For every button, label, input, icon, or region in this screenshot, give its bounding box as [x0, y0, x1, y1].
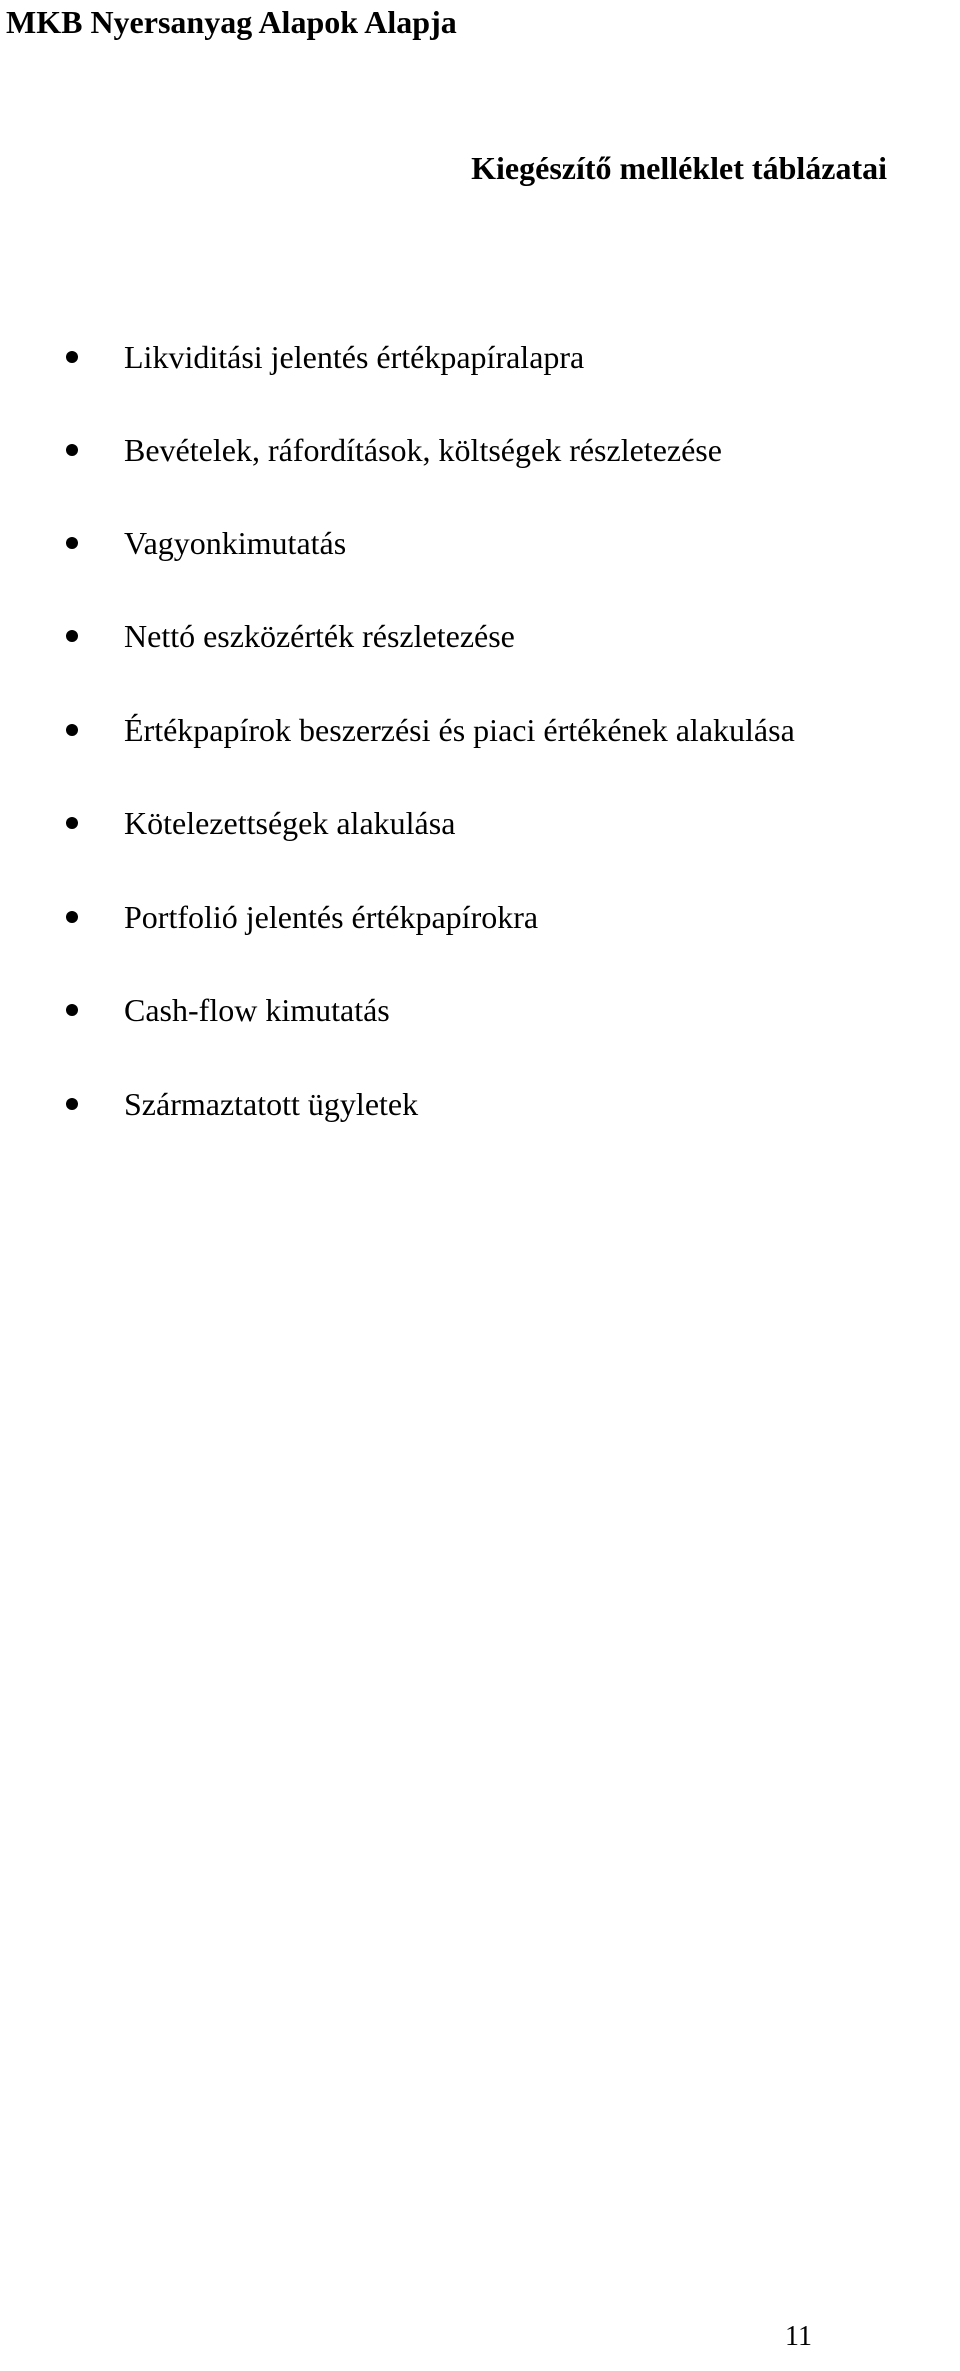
bullet-icon [66, 1098, 78, 1110]
list-item-label: Vagyonkimutatás [124, 525, 347, 561]
list-item [0, 1084, 960, 1124]
list-item [0, 523, 960, 563]
list-item [0, 616, 960, 656]
list-item-label: Portfolió jelentés értékpapírokra [124, 899, 539, 935]
bullet-icon [66, 351, 78, 363]
section-title: Kiegészítő melléklet táblázatai [471, 150, 887, 186]
list-item-label: Likviditási jelentés értékpapíralapra [124, 339, 585, 375]
list-item-label: Értékpapírok beszerzési és piaci értékének alakulása [124, 712, 795, 748]
document-header: MKB Nyersanyag Alapok Alapja [6, 4, 457, 40]
list-item-label: Nettó eszközérték részletezése [124, 618, 515, 654]
list-item [0, 897, 960, 937]
list-item-label: Cash-flow kimutatás [124, 992, 390, 1028]
list-item [0, 803, 960, 843]
list-item-label: Bevételek, ráfordítások, költségek részletezése [124, 432, 722, 468]
bullet-icon [66, 1004, 78, 1016]
list-item [0, 990, 960, 1030]
bullet-icon [66, 537, 78, 549]
list-item-label: Kötelezettségek alakulása [124, 805, 456, 841]
bullet-icon [66, 444, 78, 456]
list-item [0, 430, 960, 470]
bullet-icon [66, 630, 78, 642]
page-number: 11 [785, 2321, 812, 2352]
bullet-icon [66, 724, 78, 736]
bullet-icon [66, 911, 78, 923]
list-item [0, 337, 960, 377]
bullet-icon [66, 817, 78, 829]
list-item [0, 710, 960, 750]
list-item-label: Származtatott ügyletek [124, 1086, 419, 1122]
